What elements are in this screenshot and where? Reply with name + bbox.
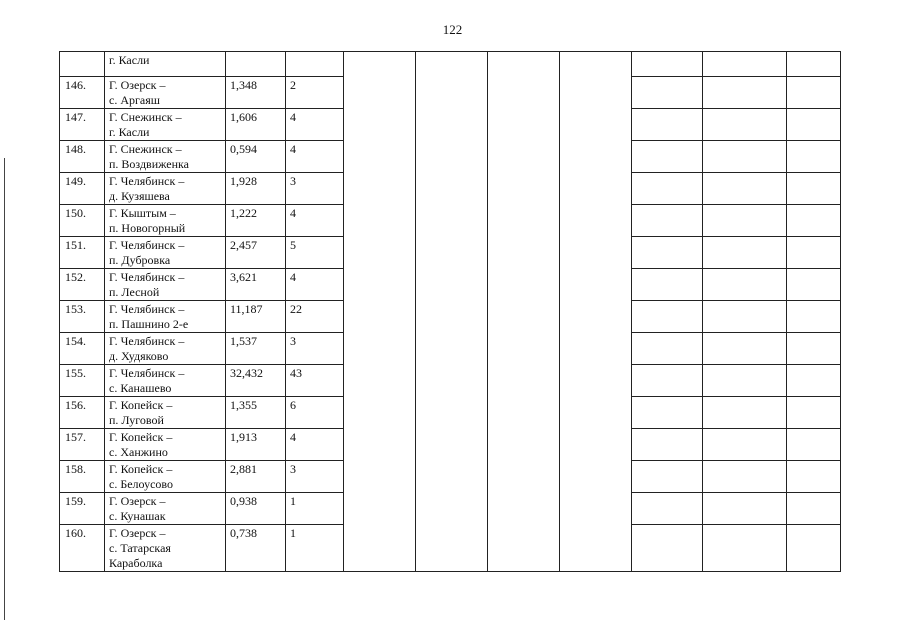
- row-number: 148.: [65, 142, 86, 156]
- cell-length: [226, 397, 286, 429]
- cell-count: [286, 461, 344, 493]
- cell-right-3: [787, 461, 841, 493]
- route-destination: с. Белоусово: [109, 477, 173, 491]
- route-origin: Г. Копейск –: [109, 398, 173, 412]
- route-origin: Г. Челябинск –: [109, 238, 185, 252]
- cell-number: [60, 525, 105, 572]
- cell-number: [60, 333, 105, 365]
- cell-route: [105, 141, 226, 173]
- cell-right-2: [703, 429, 787, 461]
- cell-right-2: [703, 365, 787, 397]
- cell-right-3: [787, 205, 841, 237]
- cell-number: [60, 109, 105, 141]
- route-destination: с. Кунашак: [109, 509, 166, 523]
- route-destination: п. Лесной: [109, 285, 160, 299]
- cell-length: [226, 333, 286, 365]
- cell-right-3: [787, 52, 841, 77]
- route-count: 4: [290, 270, 296, 284]
- route-length: 2,457: [230, 238, 257, 252]
- cell-length: [226, 525, 286, 572]
- cell-count: [286, 397, 344, 429]
- route-destination: с. Аргаяш: [109, 93, 160, 107]
- cell-route: [105, 461, 226, 493]
- cell-right-2: [703, 461, 787, 493]
- route-length: 0,738: [230, 526, 257, 540]
- route-origin: Г. Копейск –: [109, 430, 173, 444]
- cell-number: [60, 237, 105, 269]
- cell-route: [105, 109, 226, 141]
- route-length: 32,432: [230, 366, 263, 380]
- cell-count: [286, 237, 344, 269]
- cell-right-2: [703, 333, 787, 365]
- cell-right-2: [703, 237, 787, 269]
- cell-right-1: [632, 109, 703, 141]
- cell-right-1: [632, 525, 703, 572]
- cell-number: [60, 173, 105, 205]
- cell-count: [286, 173, 344, 205]
- route-destination: г. Касли: [109, 125, 150, 139]
- route-origin: Г. Челябинск –: [109, 174, 185, 188]
- cell-length: [226, 141, 286, 173]
- page-number: 122: [442, 22, 463, 37]
- cell-number: [60, 365, 105, 397]
- route-count: 3: [290, 174, 296, 188]
- cell-right-1: [632, 52, 703, 77]
- route-origin: Г. Челябинск –: [109, 302, 185, 316]
- route-length: 1,913: [230, 430, 257, 444]
- blank-column-2: [416, 52, 488, 572]
- row-number: 159.: [65, 494, 86, 508]
- cell-right-2: [703, 173, 787, 205]
- row-number: 156.: [65, 398, 86, 412]
- cell-right-1: [632, 333, 703, 365]
- route-count: 3: [290, 462, 296, 476]
- row-number: 149.: [65, 174, 86, 188]
- cell-length: [226, 52, 286, 77]
- route-length: 1,222: [230, 206, 257, 220]
- row-number: 154.: [65, 334, 86, 348]
- route-destination: п. Луговой: [109, 413, 164, 427]
- cell-count: [286, 269, 344, 301]
- route-destination: п. Новогорный: [109, 221, 186, 235]
- cell-right-3: [787, 269, 841, 301]
- route-origin: Г. Озерск –: [109, 78, 166, 92]
- row-number: 150.: [65, 206, 86, 220]
- cell-right-2: [703, 77, 787, 109]
- route-length: 1,606: [230, 110, 257, 124]
- cell-count: [286, 141, 344, 173]
- cell-right-3: [787, 397, 841, 429]
- route-count: 5: [290, 238, 296, 252]
- cell-right-2: [703, 141, 787, 173]
- cell-right-1: [632, 301, 703, 333]
- cell-route: [105, 301, 226, 333]
- route-origin: Г. Челябинск –: [109, 270, 185, 284]
- cell-length: [226, 301, 286, 333]
- cell-route: [105, 429, 226, 461]
- cell-route: [105, 205, 226, 237]
- route-origin: Г. Снежинск –: [109, 110, 182, 124]
- left-margin-line: [4, 158, 5, 620]
- route-count: 4: [290, 206, 296, 220]
- route-destination-cont: Караболка: [109, 556, 163, 570]
- cell-number: [60, 141, 105, 173]
- cell-right-3: [787, 141, 841, 173]
- cell-right-2: [703, 397, 787, 429]
- route-length: 1,355: [230, 398, 257, 412]
- row-number: 153.: [65, 302, 86, 316]
- cell-right-2: [703, 205, 787, 237]
- route-length: 2,881: [230, 462, 257, 476]
- cell-number: [60, 429, 105, 461]
- cell-number: [60, 461, 105, 493]
- route-text: г. Касли: [109, 53, 150, 67]
- cell-count: [286, 52, 344, 77]
- cell-right-2: [703, 525, 787, 572]
- cell-length: [226, 461, 286, 493]
- route-count: 4: [290, 110, 296, 124]
- cell-count: [286, 525, 344, 572]
- route-origin: Г. Челябинск –: [109, 334, 185, 348]
- cell-route: [105, 493, 226, 525]
- cell-length: [226, 205, 286, 237]
- cell-right-3: [787, 301, 841, 333]
- cell-count: [286, 365, 344, 397]
- routes-table: [59, 51, 841, 572]
- cell-right-1: [632, 429, 703, 461]
- route-length: 0,938: [230, 494, 257, 508]
- route-destination: п. Воздвиженка: [109, 157, 189, 171]
- route-length: 1,928: [230, 174, 257, 188]
- cell-count: [286, 205, 344, 237]
- cell-right-1: [632, 173, 703, 205]
- cell-number: [60, 52, 105, 77]
- cell-right-1: [632, 77, 703, 109]
- cell-right-2: [703, 493, 787, 525]
- cell-right-2: [703, 301, 787, 333]
- blank-column-1: [344, 52, 416, 572]
- cell-right-1: [632, 365, 703, 397]
- route-destination: с. Канашево: [109, 381, 172, 395]
- route-destination: п. Дубровка: [109, 253, 171, 267]
- route-count: 22: [290, 302, 302, 316]
- cell-right-2: [703, 52, 787, 77]
- row-number: 155.: [65, 366, 86, 380]
- blank-column-4: [560, 52, 632, 572]
- cell-right-1: [632, 461, 703, 493]
- blank-column-3: [488, 52, 560, 572]
- route-count: 1: [290, 494, 296, 508]
- route-origin: Г. Озерск –: [109, 526, 166, 540]
- cell-length: [226, 237, 286, 269]
- cell-right-1: [632, 397, 703, 429]
- cell-right-3: [787, 365, 841, 397]
- cell-route: [105, 397, 226, 429]
- cell-right-3: [787, 77, 841, 109]
- route-length: 1,537: [230, 334, 257, 348]
- route-length: 1,348: [230, 78, 257, 92]
- cell-route: [105, 77, 226, 109]
- route-count: 6: [290, 398, 296, 412]
- row-number: 146.: [65, 78, 86, 92]
- row-number: 147.: [65, 110, 86, 124]
- cell-count: [286, 77, 344, 109]
- cell-number: [60, 205, 105, 237]
- cell-count: [286, 301, 344, 333]
- cell-route: [105, 173, 226, 205]
- cell-route: [105, 52, 226, 77]
- route-length: 3,621: [230, 270, 257, 284]
- cell-number: [60, 301, 105, 333]
- row-number: 151.: [65, 238, 86, 252]
- row-number: 157.: [65, 430, 86, 444]
- cell-length: [226, 365, 286, 397]
- cell-number: [60, 493, 105, 525]
- cell-right-3: [787, 109, 841, 141]
- cell-right-3: [787, 525, 841, 572]
- cell-route: [105, 269, 226, 301]
- route-count: 1: [290, 526, 296, 540]
- cell-length: [226, 77, 286, 109]
- cell-route: [105, 237, 226, 269]
- cell-right-1: [632, 493, 703, 525]
- cell-right-3: [787, 333, 841, 365]
- cell-route: [105, 333, 226, 365]
- route-destination: с. Татарская: [109, 541, 171, 555]
- row-number: 158.: [65, 462, 86, 476]
- cell-number: [60, 77, 105, 109]
- table-row-continuation: [60, 52, 841, 77]
- cell-right-3: [787, 173, 841, 205]
- route-count: 4: [290, 142, 296, 156]
- row-number: 160.: [65, 526, 86, 540]
- cell-count: [286, 429, 344, 461]
- cell-right-3: [787, 429, 841, 461]
- cell-length: [226, 173, 286, 205]
- cell-count: [286, 109, 344, 141]
- cell-length: [226, 109, 286, 141]
- route-origin: Г. Озерск –: [109, 494, 166, 508]
- route-origin: Г. Челябинск –: [109, 366, 185, 380]
- cell-number: [60, 397, 105, 429]
- cell-count: [286, 493, 344, 525]
- cell-right-1: [632, 205, 703, 237]
- cell-route: [105, 525, 226, 572]
- route-count: 2: [290, 78, 296, 92]
- cell-count: [286, 333, 344, 365]
- cell-route: [105, 365, 226, 397]
- route-origin: Г. Копейск –: [109, 462, 173, 476]
- cell-right-1: [632, 237, 703, 269]
- cell-number: [60, 269, 105, 301]
- cell-right-2: [703, 269, 787, 301]
- cell-right-3: [787, 493, 841, 525]
- cell-right-1: [632, 141, 703, 173]
- cell-right-2: [703, 109, 787, 141]
- route-length: 11,187: [230, 302, 263, 316]
- cell-length: [226, 429, 286, 461]
- route-origin: Г. Кыштым –: [109, 206, 176, 220]
- cell-length: [226, 269, 286, 301]
- route-count: 4: [290, 430, 296, 444]
- cell-right-3: [787, 237, 841, 269]
- route-destination: д. Кузяшева: [109, 189, 170, 203]
- route-destination: с. Ханжино: [109, 445, 168, 459]
- row-number: 152.: [65, 270, 86, 284]
- route-length: 0,594: [230, 142, 257, 156]
- route-origin: Г. Снежинск –: [109, 142, 182, 156]
- route-count: 3: [290, 334, 296, 348]
- cell-length: [226, 493, 286, 525]
- cell-right-1: [632, 269, 703, 301]
- route-destination: п. Пашнино 2-е: [109, 317, 189, 331]
- route-destination: д. Худяково: [109, 349, 169, 363]
- route-count: 43: [290, 366, 302, 380]
